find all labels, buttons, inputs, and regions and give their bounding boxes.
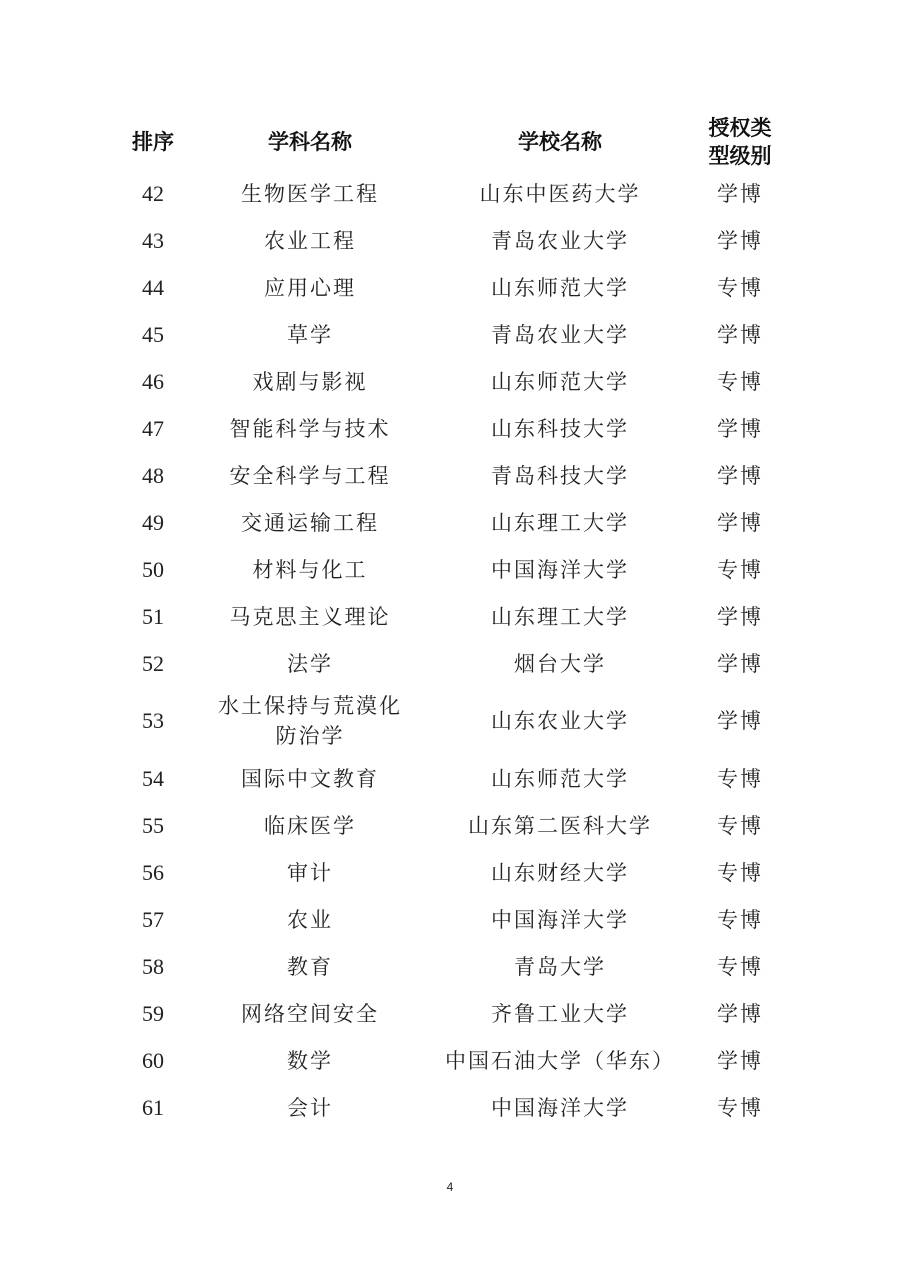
type-cell: 专博	[717, 557, 763, 582]
rank-cell: 42	[142, 180, 164, 206]
discipline-cell: 农业	[287, 907, 333, 932]
type-cell: 学博	[717, 709, 763, 733]
table-row	[0, 499, 900, 546]
type-cell: 专博	[717, 1095, 763, 1120]
table-row	[0, 405, 900, 452]
school-cell: 山东师范大学	[491, 275, 629, 300]
table-row	[0, 1037, 900, 1084]
school-cell: 山东第二医科大学	[468, 813, 652, 838]
table-row	[0, 1084, 900, 1131]
type-cell: 学博	[717, 604, 763, 629]
discipline-cell: 交通运输工程	[241, 510, 379, 535]
table-row	[0, 943, 900, 990]
school-cell: 山东理工大学	[491, 604, 629, 629]
rank-cell: 59	[142, 1000, 164, 1026]
school-cell: 山东农业大学	[491, 709, 629, 733]
school-cell: 山东理工大学	[491, 510, 629, 535]
rank-cell: 49	[142, 509, 164, 535]
discipline-cell: 材料与化工	[252, 557, 368, 582]
rank-cell: 60	[142, 1047, 164, 1073]
school-cell: 中国石油大学（华东）	[445, 1048, 675, 1073]
discipline-cell: 戏剧与影视	[252, 369, 368, 394]
table-row	[0, 358, 900, 405]
type-cell: 专博	[717, 275, 763, 300]
discipline-cell: 应用心理	[264, 275, 356, 300]
rank-cell: 48	[142, 462, 164, 488]
rank-cell: 45	[142, 321, 164, 347]
table-row	[0, 849, 900, 896]
rank-cell: 51	[142, 603, 164, 629]
table-row	[0, 546, 900, 593]
header-discipline: 学科名称	[268, 130, 352, 154]
discipline-cell: 水土保持与荒漠化防治学	[218, 694, 402, 748]
discipline-cell: 教育	[287, 954, 333, 979]
rank-cell: 46	[142, 368, 164, 394]
discipline-cell: 草学	[287, 322, 333, 347]
type-cell: 学博	[717, 651, 763, 676]
school-cell: 烟台大学	[514, 651, 606, 676]
type-cell: 学博	[717, 181, 763, 206]
rank-cell: 57	[142, 906, 164, 932]
school-cell: 山东财经大学	[491, 860, 629, 885]
table-row	[0, 264, 900, 311]
table-row	[0, 896, 900, 943]
type-cell: 专博	[717, 766, 763, 791]
discipline-cell: 马克思主义理论	[229, 604, 391, 629]
rank-cell: 53	[142, 708, 164, 733]
school-cell: 青岛科技大学	[491, 463, 629, 488]
discipline-cell: 临床医学	[264, 813, 356, 838]
discipline-cell: 智能科学与技术	[229, 416, 391, 441]
rank-cell: 61	[142, 1094, 164, 1120]
table-row	[0, 170, 900, 217]
rank-cell: 56	[142, 859, 164, 885]
rank-cell: 52	[142, 650, 164, 676]
rank-cell: 47	[142, 415, 164, 441]
school-cell: 青岛农业大学	[491, 228, 629, 253]
school-cell: 山东师范大学	[491, 766, 629, 791]
table-row	[0, 311, 900, 358]
page-number: 4	[446, 1180, 454, 1194]
rank-cell: 50	[142, 556, 164, 582]
table-row	[0, 452, 900, 499]
school-cell: 青岛农业大学	[491, 322, 629, 347]
rank-cell: 43	[142, 227, 164, 253]
table-row	[0, 755, 900, 802]
discipline-cell: 农业工程	[264, 228, 356, 253]
discipline-cell: 生物医学工程	[241, 181, 379, 206]
discipline-cell: 网络空间安全	[241, 1001, 379, 1026]
type-cell: 专博	[717, 369, 763, 394]
discipline-cell: 数学	[287, 1048, 333, 1073]
type-cell: 学博	[717, 416, 763, 441]
type-cell: 学博	[717, 228, 763, 253]
type-cell: 学博	[717, 510, 763, 535]
discipline-cell: 法学	[287, 651, 333, 676]
type-cell: 专博	[717, 907, 763, 932]
type-cell: 专博	[717, 813, 763, 838]
header-type: 授权类型级别	[708, 116, 772, 168]
table-row	[0, 640, 900, 687]
type-cell: 学博	[717, 1048, 763, 1073]
type-cell: 学博	[717, 322, 763, 347]
header-school: 学校名称	[518, 130, 602, 154]
table-row	[0, 990, 900, 1037]
school-cell: 山东科技大学	[491, 416, 629, 441]
discipline-cell: 审计	[287, 860, 333, 885]
school-cell: 中国海洋大学	[491, 907, 629, 932]
school-cell: 中国海洋大学	[491, 1095, 629, 1120]
table-row	[0, 687, 900, 755]
discipline-cell: 安全科学与工程	[229, 463, 391, 488]
school-cell: 山东师范大学	[491, 369, 629, 394]
rank-cell: 54	[142, 765, 164, 791]
table-row	[0, 802, 900, 849]
school-cell: 中国海洋大学	[491, 557, 629, 582]
school-cell: 山东中医药大学	[479, 181, 641, 206]
rank-cell: 55	[142, 812, 164, 838]
rank-cell: 58	[142, 953, 164, 979]
header-rank: 排序	[132, 130, 174, 154]
type-cell: 专博	[717, 954, 763, 979]
table-row	[0, 593, 900, 640]
discipline-cell: 会计	[287, 1095, 333, 1120]
school-cell: 齐鲁工业大学	[491, 1001, 629, 1026]
school-cell: 青岛大学	[514, 954, 606, 979]
type-cell: 学博	[717, 1001, 763, 1026]
type-cell: 学博	[717, 463, 763, 488]
table-row	[0, 217, 900, 264]
discipline-cell: 国际中文教育	[241, 766, 379, 791]
type-cell: 专博	[717, 860, 763, 885]
rank-cell: 44	[142, 274, 164, 300]
